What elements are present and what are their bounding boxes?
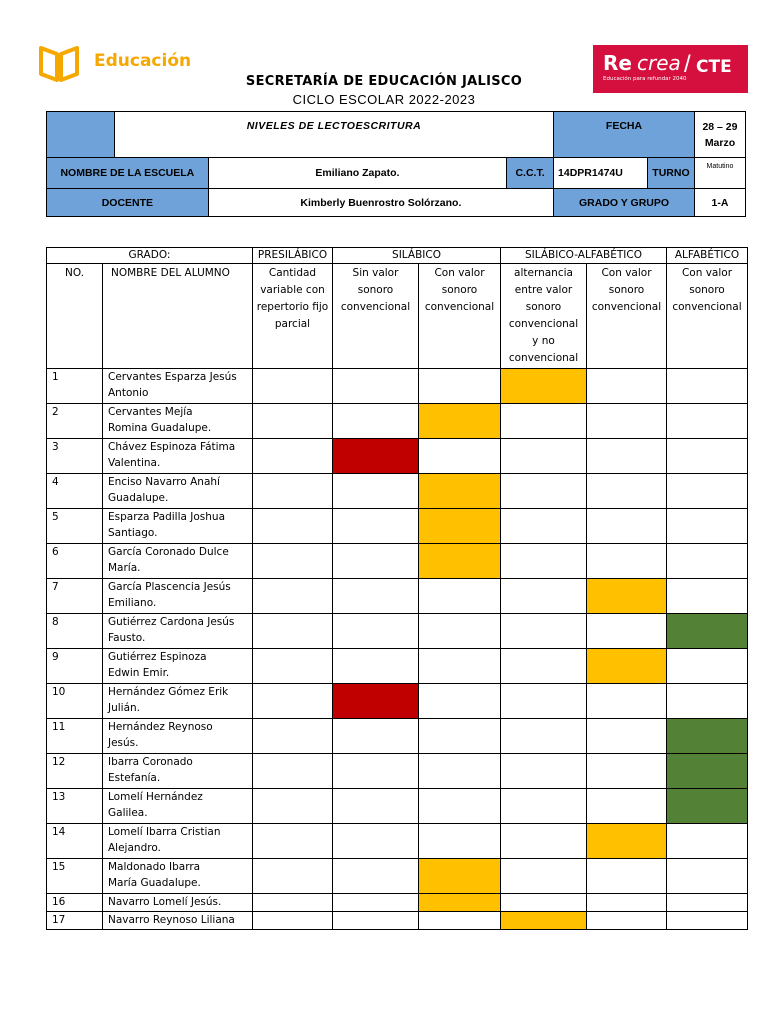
fecha-label: FECHA — [554, 112, 695, 158]
sublevel-header: Cantidad variable con repertorio fijo parcial — [253, 264, 333, 369]
student-name — [103, 579, 253, 614]
level-cell — [419, 649, 501, 684]
level-cell — [587, 719, 667, 754]
sublevel-header: Con valor sonoro convencional — [587, 264, 667, 369]
student-name-line1: Esparza Padilla Joshua — [108, 511, 226, 523]
level-cell — [253, 754, 333, 789]
level-cell — [419, 789, 501, 824]
fecha-value-days: 28 – 29 — [702, 121, 738, 133]
level-cell — [253, 824, 333, 859]
level-cell — [667, 474, 748, 509]
level-cell — [253, 369, 333, 404]
student-number: 10 — [47, 684, 103, 719]
table-row — [47, 369, 748, 404]
level-cell — [333, 404, 419, 439]
level-cell — [667, 824, 748, 859]
document-title: SECRETARÍA DE EDUCACIÓN JALISCO — [245, 74, 523, 89]
level-cell — [587, 789, 667, 824]
level-cell — [419, 614, 501, 649]
student-number: 14 — [47, 824, 103, 859]
student-name-line1: García Plascencia Jesús — [108, 581, 231, 593]
level-cell — [419, 719, 501, 754]
student-name-line2: Santiago. — [108, 527, 158, 539]
level-header: ALFABÉTICO — [667, 248, 748, 264]
student-name-line2: Guadalupe. — [108, 492, 169, 504]
level-cell — [587, 859, 667, 894]
level-cell — [501, 439, 587, 474]
student-name-line2: Edwin Emir. — [108, 667, 170, 679]
level-cell — [501, 754, 587, 789]
level-mark-cell — [419, 509, 501, 544]
level-cell — [501, 789, 587, 824]
table-header-levels — [47, 248, 748, 264]
student-name-line1: Hernández Gómez Erik — [108, 686, 229, 698]
level-cell — [253, 894, 333, 912]
student-name-line2: Fausto. — [108, 632, 146, 644]
level-mark-cell — [667, 789, 748, 824]
info-blank-cell — [47, 112, 115, 158]
student-number: 3 — [47, 439, 103, 474]
level-cell — [333, 754, 419, 789]
student-number: 7 — [47, 579, 103, 614]
level-cell — [419, 684, 501, 719]
level-mark-cell — [501, 369, 587, 404]
table-row — [47, 614, 748, 649]
sublevel-header: Con valor sonoro convencional — [667, 264, 748, 369]
level-header: SILÁBICO — [333, 248, 501, 264]
level-cell — [667, 684, 748, 719]
level-cell — [253, 789, 333, 824]
level-cell — [501, 579, 587, 614]
student-name-line1: Maldonado Ibarra — [108, 861, 201, 873]
level-cell — [419, 369, 501, 404]
student-name-line2: Alejandro. — [108, 842, 161, 854]
level-cell — [419, 912, 501, 930]
level-cell — [333, 789, 419, 824]
no-header: NO. — [47, 264, 103, 369]
student-number: 1 — [47, 369, 103, 404]
level-cell — [501, 894, 587, 912]
student-name-line2: Valentina. — [108, 457, 161, 469]
student-number: 8 — [47, 614, 103, 649]
level-header: SILÁBICO-ALFABÉTICO — [501, 248, 667, 264]
table-row — [47, 719, 748, 754]
info-table — [46, 111, 746, 217]
table-row — [47, 684, 748, 719]
level-mark-cell — [333, 439, 419, 474]
fecha-value — [694, 112, 745, 158]
student-name-line2: María. — [108, 562, 141, 574]
student-name-line2: Estefanía. — [108, 772, 161, 784]
cte-logo-text: CTE — [696, 57, 732, 77]
sublevel-header: alternancia entre valor sonoro convencional y no convencional — [501, 264, 587, 369]
student-number: 11 — [47, 719, 103, 754]
level-mark-cell — [587, 824, 667, 859]
student-number: 13 — [47, 789, 103, 824]
table-row — [47, 859, 748, 894]
student-number: 2 — [47, 404, 103, 439]
level-cell — [333, 509, 419, 544]
level-cell — [253, 719, 333, 754]
level-cell — [667, 579, 748, 614]
level-mark-cell — [667, 754, 748, 789]
table-row — [47, 649, 748, 684]
student-name — [103, 719, 253, 754]
grado-value: 1-A — [694, 189, 745, 217]
document-subtitle: CICLO ESCOLAR 2022-2023 — [292, 92, 476, 107]
level-cell — [333, 474, 419, 509]
level-cell — [667, 912, 748, 930]
level-cell — [501, 684, 587, 719]
level-mark-cell — [587, 579, 667, 614]
student-name-line2: Julián. — [108, 702, 141, 714]
level-cell — [253, 614, 333, 649]
table-row — [47, 509, 748, 544]
student-number: 12 — [47, 754, 103, 789]
table-row — [47, 544, 748, 579]
level-cell — [419, 754, 501, 789]
student-name — [103, 369, 253, 404]
table-row — [47, 474, 748, 509]
level-cell — [333, 859, 419, 894]
level-cell — [587, 684, 667, 719]
student-name-line2: Emiliano. — [108, 597, 157, 609]
student-name — [103, 404, 253, 439]
level-mark-cell — [419, 894, 501, 912]
grado-label: GRADO Y GRUPO — [554, 189, 695, 217]
table-row — [47, 754, 748, 789]
escuela-label: NOMBRE DE LA ESCUELA — [47, 158, 209, 189]
student-name — [103, 894, 253, 912]
student-number: 6 — [47, 544, 103, 579]
student-name-line1: Enciso Navarro Anahí — [108, 476, 220, 488]
student-name — [103, 544, 253, 579]
sublevel-header: Con valor sonoro convencional — [419, 264, 501, 369]
student-name — [103, 509, 253, 544]
level-cell — [501, 544, 587, 579]
level-cell — [501, 614, 587, 649]
student-name-line2: Galilea. — [108, 807, 148, 819]
table-row — [47, 824, 748, 859]
student-name — [103, 614, 253, 649]
level-cell — [419, 439, 501, 474]
level-cell — [333, 614, 419, 649]
student-name-line1: Cervantes Mejía — [108, 406, 193, 418]
student-name — [103, 859, 253, 894]
level-mark-cell — [501, 912, 587, 930]
logo-divider: / — [684, 51, 691, 78]
student-number: 9 — [47, 649, 103, 684]
student-name-line1: Gutiérrez Espinoza — [108, 651, 207, 663]
level-cell — [253, 474, 333, 509]
level-mark-cell — [667, 719, 748, 754]
niveles-title: NIVELES DE LECTOESCRITURA — [114, 112, 553, 158]
level-cell — [419, 824, 501, 859]
table-row — [47, 789, 748, 824]
level-cell — [501, 824, 587, 859]
student-name-line2: Romina Guadalupe. — [108, 422, 212, 434]
level-cell — [587, 404, 667, 439]
level-cell — [501, 474, 587, 509]
student-name — [103, 439, 253, 474]
level-cell — [587, 912, 667, 930]
student-name-line1: García Coronado Dulce — [108, 546, 229, 558]
sublevel-header: Sin valor sonoro convencional — [333, 264, 419, 369]
student-number: 4 — [47, 474, 103, 509]
student-name — [103, 789, 253, 824]
student-name-line1: Gutiérrez Cardona Jesús — [108, 616, 235, 628]
student-name-line2: Jesús. — [108, 737, 139, 749]
level-cell — [667, 404, 748, 439]
level-cell — [333, 912, 419, 930]
level-mark-cell — [419, 544, 501, 579]
name-header: NOMBRE DEL ALUMNO — [103, 264, 253, 369]
level-cell — [587, 894, 667, 912]
table-row — [47, 439, 748, 474]
student-name-line1: Ibarra Coronado — [108, 756, 193, 768]
level-cell — [667, 369, 748, 404]
level-cell — [333, 649, 419, 684]
fecha-value-month: Marzo — [704, 137, 736, 149]
level-cell — [419, 579, 501, 614]
level-cell — [333, 579, 419, 614]
recrea-logo-tagline: Educación para refundar 2040 — [603, 76, 687, 82]
level-cell — [333, 894, 419, 912]
docente-label: DOCENTE — [47, 189, 209, 217]
student-name-line1: Lomelí Hernández — [108, 791, 203, 803]
student-name — [103, 754, 253, 789]
recrea-logo-re: Re — [603, 51, 632, 75]
educacion-logo-text: Educación — [94, 51, 192, 71]
level-cell — [501, 404, 587, 439]
level-mark-cell — [419, 859, 501, 894]
escuela-value: Emiliano Zapato. — [208, 158, 506, 189]
docente-value: Kimberly Buenrostro Solórzano. — [208, 189, 553, 217]
level-cell — [667, 859, 748, 894]
level-cell — [253, 509, 333, 544]
student-name-line2: María Guadalupe. — [108, 877, 201, 889]
level-cell — [587, 509, 667, 544]
cct-value: 14DPR1474U — [554, 158, 648, 189]
level-cell — [333, 369, 419, 404]
level-cell — [253, 439, 333, 474]
table-row — [47, 404, 748, 439]
level-cell — [253, 649, 333, 684]
student-name — [103, 684, 253, 719]
level-cell — [587, 369, 667, 404]
level-cell — [667, 894, 748, 912]
level-cell — [587, 754, 667, 789]
student-name-line1: Navarro Lomelí Jesús. — [108, 896, 222, 908]
student-number: 16 — [47, 894, 103, 912]
student-name — [103, 912, 253, 930]
recrea-logo-crea: crea — [637, 51, 681, 75]
table-row — [47, 579, 748, 614]
student-name — [103, 474, 253, 509]
student-name-line1: Lomelí Ibarra Cristian — [108, 826, 221, 838]
student-name-line1: Chávez Espinoza Fátima — [108, 441, 236, 453]
student-name-line1: Navarro Reynoso Liliana — [108, 914, 235, 926]
level-cell — [667, 509, 748, 544]
level-header: PRESILÁBICO — [253, 248, 333, 264]
student-name-line1: Cervantes Esparza Jesús — [108, 371, 237, 383]
level-mark-cell — [419, 474, 501, 509]
level-mark-cell — [333, 684, 419, 719]
level-cell — [501, 859, 587, 894]
level-cell — [253, 544, 333, 579]
level-cell — [501, 509, 587, 544]
level-cell — [587, 614, 667, 649]
level-cell — [587, 439, 667, 474]
level-cell — [667, 439, 748, 474]
student-number: 5 — [47, 509, 103, 544]
level-cell — [333, 544, 419, 579]
level-cell — [253, 404, 333, 439]
turno-label: TURNO — [647, 158, 694, 189]
student-name — [103, 649, 253, 684]
level-mark-cell — [419, 404, 501, 439]
table-row — [47, 912, 748, 930]
level-cell — [667, 544, 748, 579]
student-number: 17 — [47, 912, 103, 930]
level-cell — [253, 684, 333, 719]
student-name-line1: Hernández Reynoso — [108, 721, 213, 733]
level-cell — [501, 719, 587, 754]
student-name — [103, 824, 253, 859]
level-cell — [333, 824, 419, 859]
level-cell — [253, 859, 333, 894]
level-mark-cell — [667, 614, 748, 649]
table-row — [47, 894, 748, 912]
cct-label: C.C.T. — [507, 158, 554, 189]
level-cell — [253, 912, 333, 930]
table-header-sublevels — [47, 264, 748, 369]
level-cell — [587, 544, 667, 579]
level-mark-cell — [587, 649, 667, 684]
student-name-line2: Antonio — [108, 387, 149, 399]
turno-value: Matutino — [694, 158, 745, 189]
student-number: 15 — [47, 859, 103, 894]
level-cell — [253, 579, 333, 614]
level-cell — [587, 474, 667, 509]
level-cell — [667, 649, 748, 684]
level-cell — [501, 649, 587, 684]
level-cell — [333, 719, 419, 754]
lectoescritura-table — [46, 247, 748, 930]
grado-header: GRADO: — [47, 248, 253, 264]
